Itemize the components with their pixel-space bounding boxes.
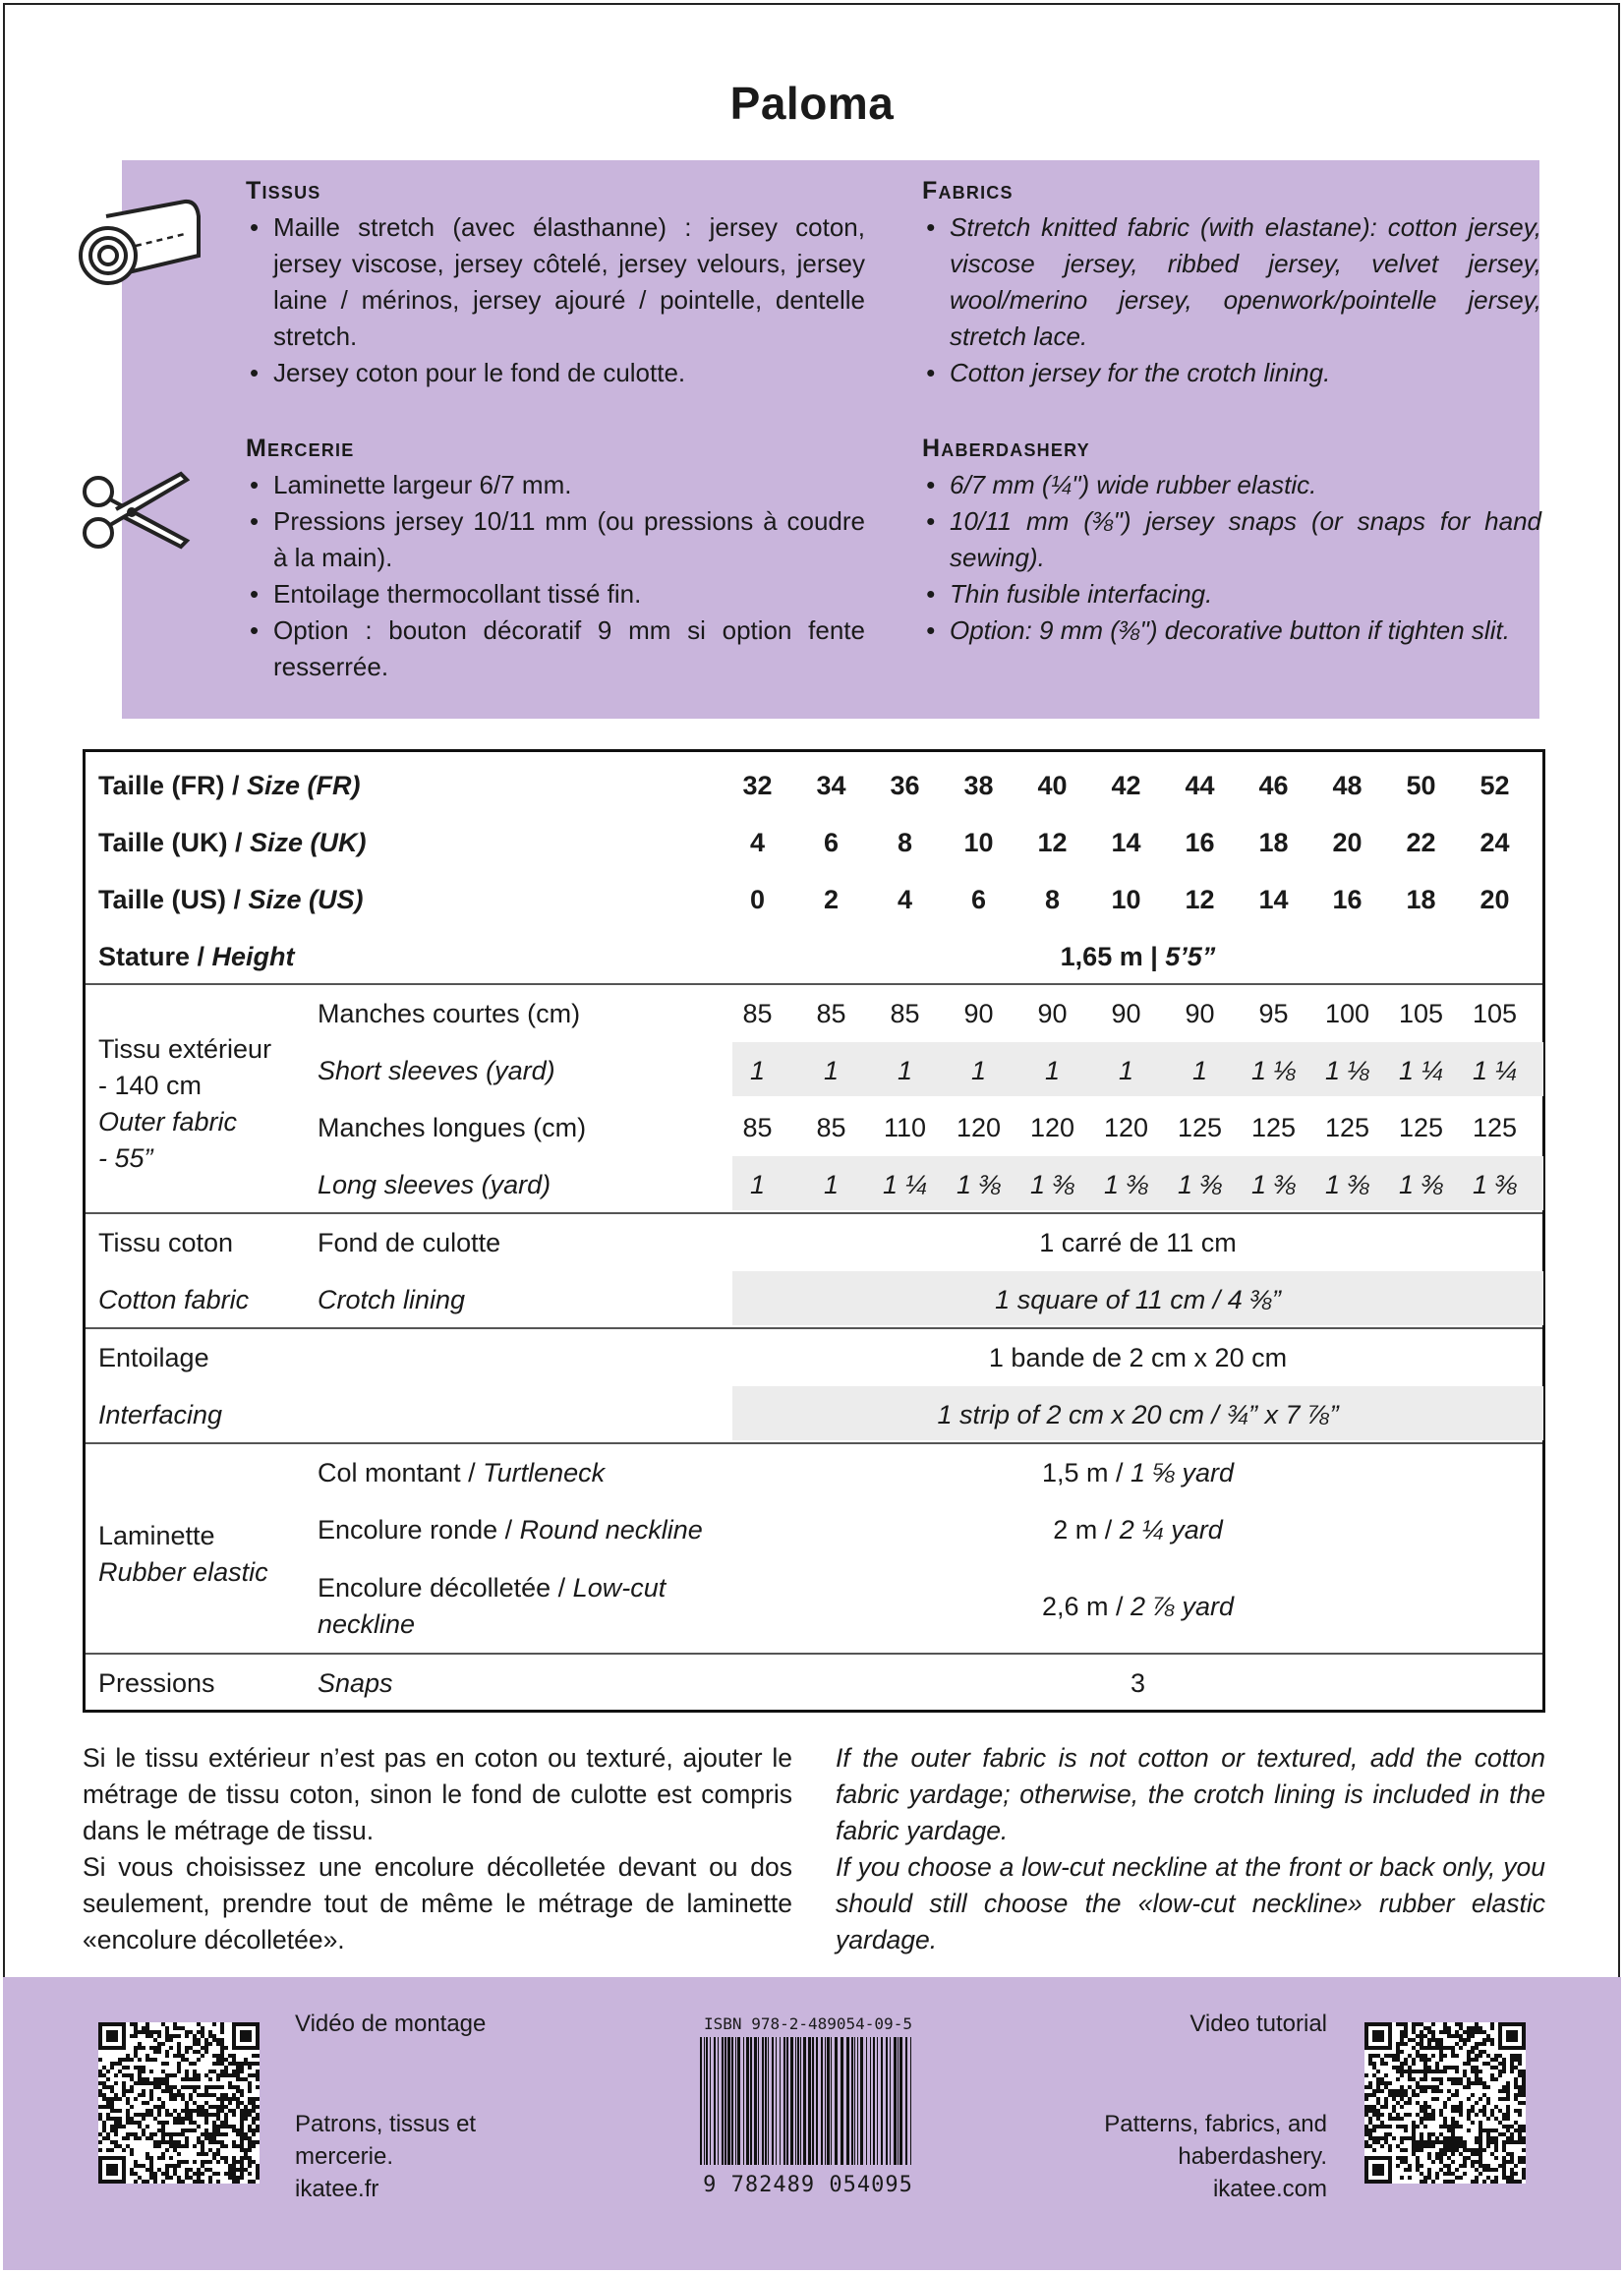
haberdashery-en-item: • Option: 9 mm (⅜") decorative button if tighten slit. [922, 612, 1541, 649]
short-sleeves-yard-cell: 1 [970, 1056, 987, 1085]
short-sleeves-cm-cell: 95 [1258, 999, 1289, 1028]
long-sleeves-yard-cell: 1 ⅜ [1472, 1170, 1518, 1199]
divider [86, 1653, 1542, 1655]
snaps-value: 3 [1130, 1668, 1146, 1698]
size-us-cell: 4 [897, 885, 913, 914]
size-uk-cell: 20 [1332, 828, 1363, 857]
size-fr-cell: 36 [890, 771, 920, 800]
snaps-label: Pressions [98, 1668, 215, 1698]
fabrics-en-item: • Cotton jersey for the crotch lining. [922, 355, 1541, 391]
size-us-label: Taille (US) / Size (US) [98, 885, 364, 914]
shop-en-text: Patterns, fabrics, and haberdashery. ikatee.com [1104, 2108, 1327, 2205]
size-uk-cell: 16 [1185, 828, 1215, 857]
size-uk-cell: 10 [963, 828, 994, 857]
short-sleeves-yard-cell: 1 [1044, 1056, 1061, 1085]
long-sleeves-yard-cell: 1 ⅜ [1103, 1170, 1149, 1199]
short-sleeves-cm-cell: 85 [742, 999, 773, 1028]
site-en-link[interactable]: ikatee.com [1212, 2176, 1327, 2202]
long-sleeves-cm-cell: 125 [1177, 1113, 1223, 1142]
qr-code-icon[interactable] [98, 2022, 260, 2184]
round-neckline-value: 2 m / 2 ¼ yard [1053, 1515, 1223, 1545]
long-sleeves-cm-cell: 120 [1103, 1113, 1149, 1142]
shop-fr-text: Patrons, tissus et mercerie. ikatee.fr [295, 2108, 476, 2205]
long-sleeves-cm-cell: 85 [816, 1113, 846, 1142]
size-fr-cell: 46 [1258, 771, 1289, 800]
long-sleeves-cm-cell: 110 [883, 1113, 927, 1142]
fabrics-fr-item: • Jersey coton pour le fond de culotte. [246, 355, 865, 391]
short-sleeves-yard-cell: 1 ¼ [1398, 1056, 1444, 1085]
divider [86, 1442, 1542, 1444]
page-title: Paloma [729, 78, 895, 129]
haberdashery-fr-item: • Pressions jersey 10/11 mm (ou pressions à coudre à la main). [246, 503, 865, 576]
rubber-elastic-label: Laminette Rubber elastic [98, 1521, 268, 1587]
size-fr-label: Taille (FR) / Size (FR) [98, 771, 361, 800]
fabrics-fr-section [246, 177, 865, 391]
note-en: If you choose a low-cut neckline at the front or back only, you should still choose the «low-cut neckline» rubber elastic yardage. [836, 1852, 1545, 1954]
short-sleeves-cm-cell: 105 [1472, 999, 1518, 1028]
haberdashery-fr-heading: Mercerie [246, 435, 355, 462]
interfacing-value-en: 1 strip of 2 cm x 20 cm / ¾” x 7 ⅞” [937, 1400, 1339, 1429]
size-us-cell: 6 [970, 885, 987, 914]
barcode-icon [690, 2014, 926, 2201]
turtleneck-label: Col montant / Turtleneck [318, 1458, 606, 1487]
short-sleeves-yard-cell: 1 [1191, 1056, 1208, 1085]
turtleneck-value: 1,5 m / 1 ⅝ yard [1041, 1458, 1235, 1487]
size-fr-cell: 34 [816, 771, 846, 800]
fabrics-en-section [922, 177, 1541, 391]
size-fr-cell: 40 [1037, 771, 1068, 800]
long-sleeves-cm-cell: 125 [1398, 1113, 1444, 1142]
short-sleeves-yard-cell: 1 ¼ [1472, 1056, 1518, 1085]
size-uk-cell: 12 [1037, 828, 1068, 857]
long-sleeves-yard-cell: 1 [823, 1170, 840, 1199]
size-uk-cell: 18 [1258, 828, 1289, 857]
short-sleeves-cm-cell: 85 [816, 999, 846, 1028]
qr-code-icon[interactable] [1364, 2022, 1526, 2184]
height-label: Stature / Height [98, 942, 295, 971]
long-sleeves-yard-cell: 1 ⅜ [1324, 1170, 1370, 1199]
barcode-digits: 9 782489 054095 [703, 2173, 913, 2197]
size-table [83, 749, 1545, 1713]
short-sleeves-cm-cell: 105 [1398, 999, 1444, 1028]
long-sleeves-yard-cell: 1 ⅜ [1029, 1170, 1075, 1199]
divider [86, 983, 1542, 985]
short-sleeves-cm-cell: 100 [1324, 999, 1370, 1028]
short-sleeves-yard-cell: 1 [897, 1056, 913, 1085]
haberdashery-en-item: • Thin fusible interfacing. [922, 576, 1541, 612]
round-neckline-label: Encolure ronde / Round neckline [318, 1515, 703, 1545]
size-us-cell: 18 [1406, 885, 1436, 914]
haberdashery-fr-item: • Entoilage thermocollant tissé fin. [246, 576, 865, 612]
site-fr-link[interactable]: ikatee.fr [295, 2176, 379, 2202]
long-sleeves-cm-cell: 120 [956, 1113, 1002, 1142]
interfacing-label-en: Interfacing [98, 1400, 223, 1429]
note-fr: Si le tissu extérieur n’est pas en coton ou texturé, ajouter le métrage de tissu coton, sinon le fond de culotte est compris dans le métrage de tissu. [83, 1743, 792, 1845]
size-uk-label: Taille (UK) / Size (UK) [98, 828, 367, 857]
size-us-cell: 16 [1332, 885, 1363, 914]
long-sleeves-yard-cell: 1 ⅜ [956, 1170, 1002, 1199]
fabrics-fr-item: • Maille stretch (avec élasthanne) : jersey coton, jersey viscose, jersey côtelé, jersey velours, jersey laine / mérinos, jersey ajouré / pointelle, dentelle stretch. [246, 209, 865, 355]
haberdashery-en-item: • 10/11 mm (⅜") jersey snaps (or snaps for hand sewing). [922, 503, 1541, 576]
divider [86, 1212, 1542, 1214]
scissors-icon [77, 462, 204, 590]
fabrics-en-heading: Fabrics [922, 177, 1014, 204]
short-sleeves-cm-cell: 90 [1111, 999, 1141, 1028]
size-uk-cell: 4 [749, 828, 766, 857]
size-us-cell: 10 [1111, 885, 1141, 914]
size-fr-cell: 50 [1406, 771, 1436, 800]
size-uk-cell: 22 [1406, 828, 1436, 857]
short-sleeves-cm-cell: 90 [1185, 999, 1215, 1028]
crotch-lining-value-en: 1 square of 11 cm / 4 ⅜” [995, 1285, 1281, 1314]
notes-fr [83, 1740, 792, 1958]
size-fr-cell: 38 [963, 771, 994, 800]
size-us-cell: 12 [1185, 885, 1215, 914]
size-us-cell: 20 [1479, 885, 1510, 914]
long-sleeves-cm-cell: 125 [1250, 1113, 1297, 1142]
size-fr-cell: 42 [1111, 771, 1141, 800]
short-sleeves-cm-cell: 85 [890, 999, 920, 1028]
short-sleeves-cm-label: Manches courtes (cm) [318, 999, 581, 1028]
size-uk-cell: 24 [1479, 828, 1510, 857]
fabrics-en-item: • Stretch knitted fabric (with elastane): cotton jersey, viscose jersey, ribbed jersey, velvet jersey, wool/merino jersey, openwork/pointelle jersey, stretch lace. [922, 209, 1541, 355]
lowcut-neckline-value: 2,6 m / 2 ⅞ yard [1041, 1592, 1235, 1621]
size-uk-cell: 6 [823, 828, 840, 857]
haberdashery-en-item: • 6/7 mm (¼") wide rubber elastic. [922, 467, 1541, 503]
short-sleeves-yard-cell: 1 [1118, 1056, 1134, 1085]
haberdashery-fr-item: • Laminette largeur 6/7 mm. [246, 467, 865, 503]
fabric-roll-icon [77, 197, 204, 324]
interfacing-label: Entoilage [98, 1343, 209, 1372]
long-sleeves-yard-cell: 1 ¼ [882, 1170, 928, 1199]
note-fr: Si vous choisissez une encolure décolletée devant ou dos seulement, prendre tout de même le métrage de laminette «encolure décolletée». [83, 1852, 792, 1954]
long-sleeves-cm-cell: 125 [1324, 1113, 1370, 1142]
cotton-fabric-label-en: Cotton fabric [98, 1285, 250, 1314]
short-sleeves-cm-cell: 90 [1037, 999, 1068, 1028]
short-sleeves-yard-cell: 1 ⅛ [1324, 1056, 1370, 1085]
long-sleeves-yard-cell: 1 [749, 1170, 766, 1199]
divider [86, 1327, 1542, 1329]
notes-en [836, 1740, 1545, 1958]
long-sleeves-cm-cell: 120 [1029, 1113, 1075, 1142]
long-sleeves-yard-cell: 1 ⅜ [1250, 1170, 1297, 1199]
haberdashery-fr-item: • Option : bouton décoratif 9 mm si option fente resserrée. [246, 612, 865, 685]
crotch-lining-value: 1 carré de 11 cm [1039, 1228, 1237, 1257]
size-uk-cell: 8 [897, 828, 913, 857]
size-fr-cell: 48 [1332, 771, 1363, 800]
long-sleeves-cm-cell: 85 [742, 1113, 773, 1142]
size-us-cell: 0 [749, 885, 766, 914]
interfacing-value: 1 bande de 2 cm x 20 cm [988, 1343, 1288, 1372]
lowcut-neckline-label: Encolure décolletée / Low-cut neckline [318, 1573, 667, 1639]
long-sleeves-yard-cell: 1 ⅜ [1398, 1170, 1444, 1199]
short-sleeves-yard-cell: 1 ⅛ [1250, 1056, 1297, 1085]
video-en-label: Video tutorial [1189, 2011, 1327, 2037]
note-en: If the outer fabric is not cotton or textured, add the cotton fabric yardage; otherwise, the crotch lining is included in the fabric yardage. [836, 1743, 1545, 1845]
crotch-lining-label-en: Crotch lining [318, 1285, 466, 1314]
fabrics-fr-heading: Tissus [246, 177, 321, 204]
cotton-fabric-label: Tissu coton [98, 1228, 234, 1257]
video-fr-label: Vidéo de montage [295, 2011, 487, 2037]
size-us-cell: 2 [823, 885, 840, 914]
haberdashery-en-section [922, 435, 1541, 649]
haberdashery-en-heading: Haberdashery [922, 435, 1090, 462]
size-fr-cell: 44 [1185, 771, 1215, 800]
outer-fabric-label: Tissu extérieur - 140 cm Outer fabric - 55” [98, 1034, 272, 1173]
size-uk-cell: 14 [1111, 828, 1141, 857]
height-value: 1,65 m | 5’5” [1060, 942, 1216, 971]
short-sleeves-yard-label: Short sleeves (yard) [318, 1056, 555, 1085]
size-fr-cell: 32 [742, 771, 773, 800]
crotch-lining-label: Fond de culotte [318, 1228, 501, 1257]
haberdashery-fr-section [246, 435, 865, 685]
long-sleeves-yard-label: Long sleeves (yard) [318, 1170, 551, 1199]
size-fr-cell: 52 [1479, 771, 1510, 800]
size-us-cell: 14 [1258, 885, 1289, 914]
short-sleeves-cm-cell: 90 [963, 999, 994, 1028]
short-sleeves-yard-cell: 1 [823, 1056, 840, 1085]
snaps-label-en: Snaps [318, 1668, 393, 1698]
isbn-text: ISBN 978-2-489054-09-5 [704, 2014, 912, 2033]
long-sleeves-cm-label: Manches longues (cm) [318, 1113, 587, 1142]
long-sleeves-yard-cell: 1 ⅜ [1177, 1170, 1223, 1199]
long-sleeves-cm-cell: 125 [1472, 1113, 1518, 1142]
short-sleeves-yard-cell: 1 [749, 1056, 766, 1085]
size-us-cell: 8 [1044, 885, 1061, 914]
